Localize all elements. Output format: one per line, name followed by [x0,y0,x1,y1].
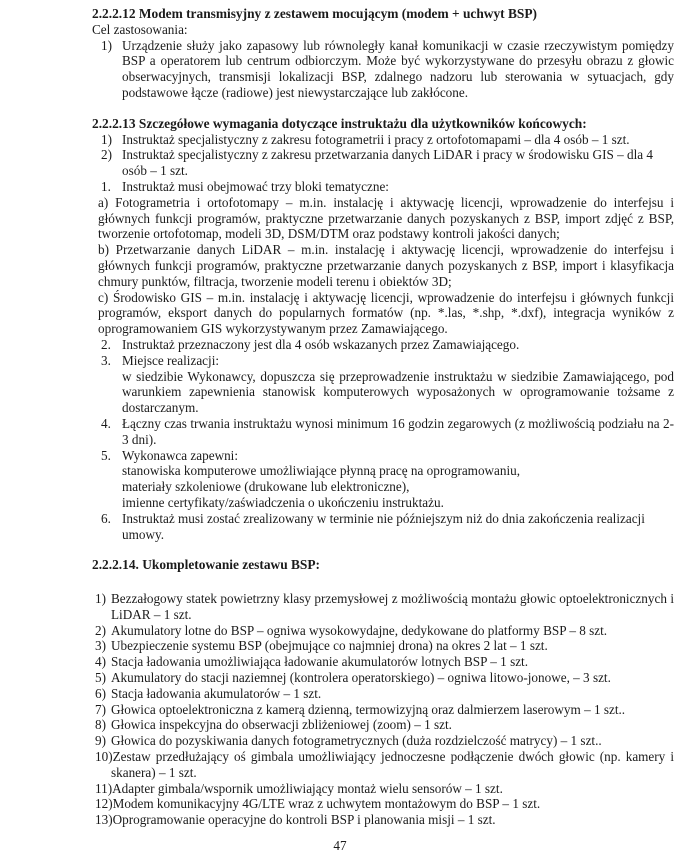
page-number: 47 [333,838,347,854]
paragraph: Cel zastosowania: [92,21,188,37]
list-item-text: Instruktaż musi obejmować trzy bloki tematyczne: [122,178,389,194]
list-marker: 3) [95,638,106,654]
list-item [92,654,674,670]
list-item [92,749,674,781]
list-item [92,38,674,101]
list-item-text: Wykonawca zapewni: [122,447,239,463]
list-marker: 3. [101,352,111,368]
list-marker: 8) [95,717,106,733]
list-item [92,623,674,639]
paragraph: imienne certyfikaty/zaświadczenia o ukończeniu instruktażu. [122,494,444,510]
list-item-text: Głowica do pozyskiwania danych fotogrametrycznych (duża rozdzielczość matrycy) – 1 szt.. [111,733,602,749]
list-item-text: Instruktaż przeznaczony jest dla 4 osób wskazanych przez Zamawiającego. [122,336,520,352]
paragraph: stanowiska komputerowe umożliwiające płynną pracę na oprogramowaniu, [122,463,521,479]
list-item-text: Adapter gimbala/wspornik umożliwiający montaż wielu sensorów – 1 szt. [112,780,503,796]
list-item [92,337,674,353]
section-heading-2-2-2-13: 2.2.2.13 Szczegółowe wymagania dotyczące instruktażu dla użytkowników końcowych: [92,115,587,131]
list-marker: 1) [101,131,112,147]
section-heading-2-2-2-14: 2.2.2.14. Ukompletowanie zestawu BSP: [92,557,321,573]
list-item-text: Instruktaż specjalistyczny z zakresu fotogrametrii i pracy z ortofotomapami – dla 4 osób – 1 szt. [122,131,630,147]
paragraph: c) Środowisko GIS – m.in. instalację i aktywację licencji, wprowadzenie do interfejsu i głównych funkcji programów, eksport danych do popularnych formatów (np. *.las, *.shp, *.dxf), integracja wyników z oprogramowaniem GIS wykorzystywanym przez Zamawiającego. [98,289,674,337]
list-item [92,147,674,179]
list-item-text: Ubezpieczenie systemu BSP (obejmujące co najmniej drona) na okres 2 lat – 1 szt. [111,638,548,654]
list-item-text: Oprogramowanie operacyjne do kontroli BSP i planowania misji – 1 szt. [112,812,496,828]
list-marker: 5) [95,670,106,686]
list-item [92,733,674,749]
list-marker: 4) [95,654,106,670]
list-item-text: Urządzenie służy jako zapasowy lub równoległy kanał komunikacji w czasie rzeczywistym pomiędzy BSP a operatorem lub centrum odbiorczym. Może być wykorzystywane do przesyłu obrazu z głowic obserwacyjnych, transmisji lokalizacji BSP, zdalnego nadzoru lub sterowania w sytuacjach, gdy podstawowe łącze (radiowe) jest niewystarczające lub zakłócone. [122,37,674,100]
list-item [92,686,674,702]
list-item-text: Bezzałogowy statek powietrzny klasy przemysłowej z możliwością montażu głowic optoelektronicznych i LiDAR – 1 szt. [111,591,674,622]
paragraph: b) Przetwarzanie danych LiDAR – m.in. instalację i aktywację licencji, wprowadzenie do interfejsu i głównych funkcji programów, praktyczne przetwarzanie danych pozyskanych z BSP, import i klasyfikacja chmury punktów, filtracja, tworzenie modeli terenu i obiektów 3D; [98,242,674,289]
list-item [92,812,674,828]
list-item-text: Zestaw przedłużający oś gimbala umożliwiający jednoczesne podłączenie dwóch głowic (np. kamery i skanera) – 1 szt. [111,749,674,780]
list-item-text: Instruktaż musi zostać zrealizowany w terminie nie późniejszym niż do dnia zakończenia realizacji umowy. [122,510,645,542]
section-2-2-2-13 [92,116,674,543]
document-body [92,6,674,828]
list-marker: 7) [95,701,106,717]
list-marker: 1. [101,178,111,194]
list-marker: 10) [95,749,113,765]
list-item [92,670,674,686]
list-marker: 12) [95,796,113,812]
list-item-text: Głowica inspekcyjna do obserwacji zbliżeniowej (zoom) – 1 szt. [111,717,452,733]
paragraph: materiały szkoleniowe (drukowane lub elektroniczne), [122,479,410,495]
list-item [92,448,674,464]
list-marker: 2) [101,147,112,163]
list-item-text: Instruktaż specjalistyczny z zakresu przetwarzania danych LiDAR i pracy w środowisku GIS – dla 4 osób – 1 szt. [122,147,653,179]
section-2-2-2-14 [92,557,674,828]
list-item [92,638,674,654]
list-marker: 4. [101,415,111,431]
list-marker: 11) [95,780,113,796]
list-item-text: Łączny czas trwania instruktażu wynosi minimum 16 godzin zegarowych (z możliwością podziału na 2-3 dni). [122,415,674,447]
list-marker: 5. [101,447,111,463]
paragraph: a) Fotogrametria i ortofotomapy – m.in. instalację i aktywację licencji, wprowadzenie do interfejsu i głównych funkcji programów, praktyczne przetwarzanie danych pozyskanych z BSP, import zdjęć z BSP, tworzenie ortofotomap, modeli 3D, DSM/DTM oraz podstawy kontroli jakości danych; [98,194,674,242]
list-item [92,353,674,369]
paragraph: w siedzibie Wykonawcy, dopuszcza się przeprowadzenie instruktażu w siedzibie Zamawiającego, pod warunkiem zapewnienia stanowisk komputerowych wyposażonych w oprogramowanie tożsame z dostarczanym. [122,368,674,416]
list-item-text: Stacja ładowania akumulatorów – 1 szt. [111,685,322,701]
list-item-text: Głowica optoelektroniczna z kamerą dzienną, termowizyjną oraz dalmierzem laserowym – 1 szt.. [111,701,626,717]
list-item-text: Modem komunikacyjny 4G/LTE wraz z uchwytem montażowym do BSP – 1 szt. [112,796,541,812]
list-item [92,702,674,718]
list-item [92,416,674,448]
list-item [92,511,674,543]
section-heading-2-2-2-12: 2.2.2.12 Modem transmisyjny z zestawem mocującym (modem + uchwyt BSP) [92,6,537,21]
list-marker: 6. [101,510,111,526]
list-item [92,591,674,623]
list-marker: 1) [95,591,106,607]
list-marker: 2) [95,622,106,638]
list-item-text: Stacja ładowania umożliwiająca ładowanie akumulatorów lotnych BSP – 1 szt. [111,654,529,670]
list-item [92,179,674,195]
list-item [92,796,674,812]
list-marker: 9) [95,733,106,749]
list-marker: 13) [95,812,113,828]
list-item-text: Akumulatory lotne do BSP – ogniwa wysokowydajne, dedykowane do platformy BSP – 8 szt. [111,622,608,638]
list-marker: 2. [101,336,111,352]
list-item-text: Miejsce realizacji: [122,352,220,368]
list-item [92,717,674,733]
list-item [92,132,674,148]
section-2-2-2-12 [92,6,674,101]
list-item [92,781,674,797]
list-item-text: Akumulatory do stacji naziemnej (kontrolera operatorskiego) – ogniwa litowo-jonowe, – 3 szt. [111,670,611,686]
list-marker: 6) [95,685,106,701]
list-marker: 1) [101,37,112,53]
